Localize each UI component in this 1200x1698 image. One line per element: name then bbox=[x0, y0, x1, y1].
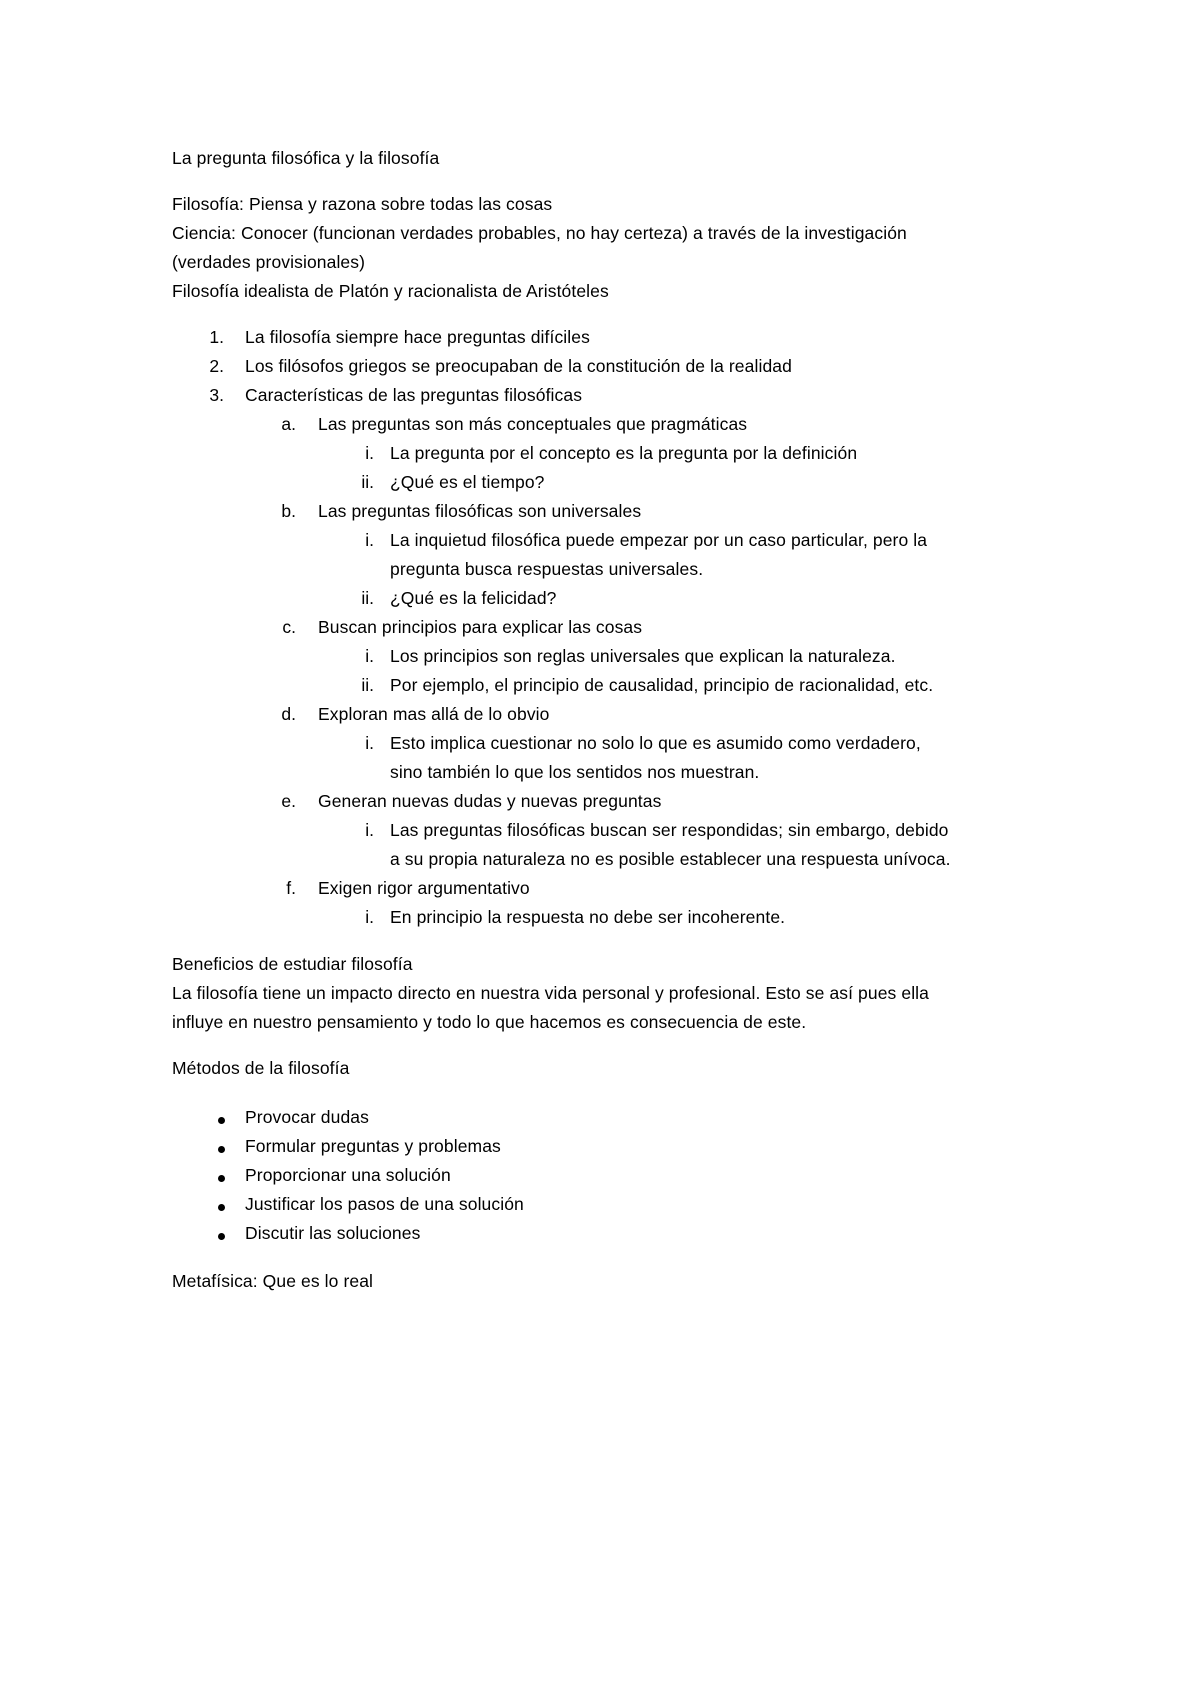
sub-sub-item: En principio la respuesta no debe ser incoherente. bbox=[390, 907, 786, 927]
sub-sub-item-numeral: ii. bbox=[361, 472, 374, 492]
methods-item: Provocar dudas bbox=[245, 1107, 369, 1127]
sub-item: Buscan principios para explicar las cosas bbox=[318, 617, 643, 637]
sub-sub-item-numeral: i. bbox=[365, 646, 374, 666]
document-title: La pregunta filosófica y la filosofía bbox=[172, 148, 440, 168]
intro-line: (verdades provisionales) bbox=[172, 252, 366, 272]
bullet-icon bbox=[218, 1175, 225, 1182]
sub-item: Las preguntas son más conceptuales que pragmáticas bbox=[318, 414, 748, 434]
sub-item-letter: b. bbox=[281, 501, 296, 521]
sub-item-letter: e. bbox=[281, 791, 296, 811]
sub-sub-item: Los principios son reglas universales que explican la naturaleza. bbox=[390, 646, 896, 666]
sub-sub-item-numeral: i. bbox=[365, 443, 374, 463]
sub-sub-item-continuation: pregunta busca respuestas universales. bbox=[390, 559, 704, 579]
methods-item: Justificar los pasos de una solución bbox=[245, 1194, 524, 1214]
sub-sub-item-numeral: i. bbox=[365, 907, 374, 927]
intro-line: Filosofía idealista de Platón y racionalista de Aristóteles bbox=[172, 281, 609, 301]
sub-item: Generan nuevas dudas y nuevas preguntas bbox=[318, 791, 662, 811]
sub-item: Las preguntas filosóficas son universales bbox=[318, 501, 642, 521]
bullet-icon bbox=[218, 1146, 225, 1153]
list-item: La filosofía siempre hace preguntas difíciles bbox=[245, 327, 590, 347]
benefits-heading: Beneficios de estudiar filosofía bbox=[172, 954, 413, 974]
sub-sub-item: Esto implica cuestionar no solo lo que es asumido como verdadero, bbox=[390, 733, 921, 753]
sub-item: Exploran mas allá de lo obvio bbox=[318, 704, 550, 724]
sub-sub-item-continuation: a su propia naturaleza no es posible establecer una respuesta unívoca. bbox=[390, 849, 951, 869]
list-number: 3. bbox=[209, 385, 224, 405]
methods-item: Proporcionar una solución bbox=[245, 1165, 451, 1185]
list-item: Características de las preguntas filosóficas bbox=[245, 385, 583, 405]
sub-sub-item-numeral: i. bbox=[365, 820, 374, 840]
intro-line: Ciencia: Conocer (funcionan verdades probables, no hay certeza) a través de la investigación bbox=[172, 223, 907, 243]
sub-sub-item-numeral: ii. bbox=[361, 588, 374, 608]
bullet-icon bbox=[218, 1204, 225, 1211]
sub-sub-item-numeral: i. bbox=[365, 733, 374, 753]
benefits-paragraph-line: influye en nuestro pensamiento y todo lo que hacemos es consecuencia de este. bbox=[172, 1012, 807, 1032]
sub-item-letter: c. bbox=[282, 617, 296, 637]
sub-sub-item: Las preguntas filosóficas buscan ser respondidas; sin embargo, debido bbox=[390, 820, 949, 840]
list-item: Los filósofos griegos se preocupaban de la constitución de la realidad bbox=[245, 356, 792, 376]
intro-line: Filosofía: Piensa y razona sobre todas las cosas bbox=[172, 194, 553, 214]
methods-heading: Métodos de la filosofía bbox=[172, 1058, 350, 1078]
sub-sub-item: Por ejemplo, el principio de causalidad, principio de racionalidad, etc. bbox=[390, 675, 934, 695]
bullet-icon bbox=[218, 1117, 225, 1124]
metaphysics-line: Metafísica: Que es lo real bbox=[172, 1271, 374, 1291]
sub-item-letter: a. bbox=[281, 414, 296, 434]
list-number: 1. bbox=[209, 327, 224, 347]
sub-item: Exigen rigor argumentativo bbox=[318, 878, 530, 898]
sub-sub-item-numeral: ii. bbox=[361, 675, 374, 695]
bullet-icon bbox=[218, 1233, 225, 1240]
list-number: 2. bbox=[209, 356, 224, 376]
sub-item-letter: f. bbox=[286, 878, 296, 898]
methods-item: Formular preguntas y problemas bbox=[245, 1136, 501, 1156]
benefits-paragraph-line: La filosofía tiene un impacto directo en nuestra vida personal y profesional. Esto se así pues ella bbox=[172, 983, 930, 1003]
sub-sub-item: ¿Qué es el tiempo? bbox=[390, 472, 545, 492]
sub-sub-item: ¿Qué es la felicidad? bbox=[390, 588, 557, 608]
sub-item-letter: d. bbox=[281, 704, 296, 724]
sub-sub-item: La pregunta por el concepto es la pregunta por la definición bbox=[390, 443, 858, 463]
sub-sub-item-continuation: sino también lo que los sentidos nos muestran. bbox=[390, 762, 760, 782]
sub-sub-item-numeral: i. bbox=[365, 530, 374, 550]
methods-item: Discutir las soluciones bbox=[245, 1223, 421, 1243]
sub-sub-item: La inquietud filosófica puede empezar por un caso particular, pero la bbox=[390, 530, 928, 550]
